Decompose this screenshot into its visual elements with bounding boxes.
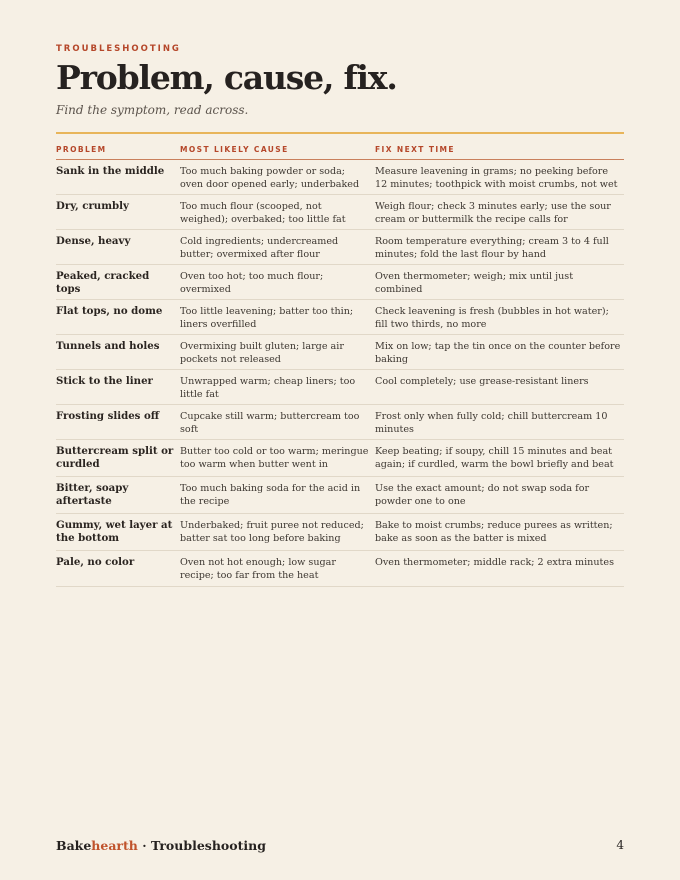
table-row <box>56 514 624 551</box>
cause-cell: Too little leavening; batter too thin; liners overfilled <box>180 306 354 330</box>
cause-cell: Unwrapped warm; cheap liners; too little fat <box>180 376 356 400</box>
fix-cell: Measure leavening in grams; no peeking before 12 minutes; toothpick with moist crumbs, not wet <box>375 166 618 190</box>
footer-brand <box>56 838 266 853</box>
table-row <box>56 265 624 300</box>
fix-cell: Oven thermometer; weigh; mix until just combined <box>375 271 574 295</box>
cause-cell: Butter too cold or too warm; meringue too warm when butter went in <box>180 446 369 470</box>
brand-name-part2: hearth <box>91 838 138 853</box>
problem-cell: Sank in the middle <box>56 165 165 177</box>
table-row <box>56 440 624 477</box>
table-row <box>56 195 624 230</box>
column-header-fix: FIX NEXT TIME <box>375 145 455 154</box>
cause-cell: Too much baking powder or soda; oven door opened early; underbaked <box>180 166 360 190</box>
page-subtitle: Find the symptom, read across. <box>56 103 249 117</box>
table-row <box>56 300 624 335</box>
problem-cell: Bitter, soapy aftertaste <box>56 482 129 507</box>
table-row <box>56 160 624 195</box>
fix-cell: Check leavening is fresh (bubbles in hot water); fill two thirds, no more <box>375 306 609 330</box>
table-row <box>56 230 624 265</box>
fix-cell: Use the exact amount; do not swap soda for powder one to one <box>375 483 590 507</box>
table-row <box>56 335 624 370</box>
column-header-problem: PROBLEM <box>56 145 107 154</box>
column-header-cause: MOST LIKELY CAUSE <box>180 145 289 154</box>
troubleshooting-table <box>56 134 624 587</box>
problem-cell: Dry, crumbly <box>56 200 129 212</box>
fix-cell: Frost only when fully cold; chill buttercream 10 minutes <box>375 411 608 435</box>
fix-cell: Mix on low; tap the tin once on the counter before baking <box>375 341 621 365</box>
problem-cell: Stick to the liner <box>56 375 153 387</box>
page-title: Problem, cause, fix. <box>56 58 397 97</box>
problem-cell: Flat tops, no dome <box>56 305 163 317</box>
cause-cell: Overmixing built gluten; large air pockets not released <box>180 341 344 365</box>
footer-separator: · <box>137 838 151 853</box>
problem-cell: Buttercream split or curdled <box>56 445 174 470</box>
fix-cell: Bake to moist crumbs; reduce purees as written; bake as soon as the batter is mixed <box>375 520 613 544</box>
cause-cell: Underbaked; fruit puree not reduced; batter sat too long before baking <box>180 520 364 544</box>
table-row <box>56 477 624 514</box>
table-row <box>56 370 624 405</box>
problem-cell: Frosting slides off <box>56 410 160 422</box>
problem-cell: Peaked, cracked tops <box>56 270 150 295</box>
cause-cell: Too much flour (scooped, not weighed); overbaked; too little fat <box>180 201 346 225</box>
table-header <box>56 134 624 160</box>
brand-name-part1: Bake <box>56 838 92 853</box>
cause-cell: Oven too hot; too much flour; overmixed <box>180 271 324 295</box>
fix-cell: Keep beating; if soupy, chill 15 minutes and beat again; if curdled, warm the bowl briefly and beat <box>375 446 614 470</box>
problem-cell: Tunnels and holes <box>56 340 160 352</box>
cause-cell: Too much baking soda for the acid in the recipe <box>180 483 361 507</box>
table-row <box>56 551 624 587</box>
problem-cell: Gummy, wet layer at the bottom <box>56 519 173 544</box>
cause-cell: Cold ingredients; undercreamed butter; overmixed after flour <box>180 236 339 260</box>
footer-section: Troubleshooting <box>150 838 266 853</box>
fix-cell: Cool completely; use grease-resistant liners <box>375 376 589 387</box>
page-number: 4 <box>616 838 624 852</box>
problem-cell: Pale, no color <box>56 556 135 568</box>
cause-cell: Oven not hot enough; low sugar recipe; too far from the heat <box>180 557 336 581</box>
table-row <box>56 405 624 440</box>
problem-cell: Dense, heavy <box>56 235 131 247</box>
fix-cell: Oven thermometer; middle rack; 2 extra minutes <box>375 557 614 568</box>
fix-cell: Room temperature everything; cream 3 to 4 full minutes; fold the last flour by hand <box>375 236 609 260</box>
section-eyebrow: TROUBLESHOOTING <box>56 44 181 54</box>
fix-cell: Weigh flour; check 3 minutes early; use the sour cream or buttermilk the recipe calls for <box>375 201 611 225</box>
cause-cell: Cupcake still warm; buttercream too soft <box>180 411 360 435</box>
